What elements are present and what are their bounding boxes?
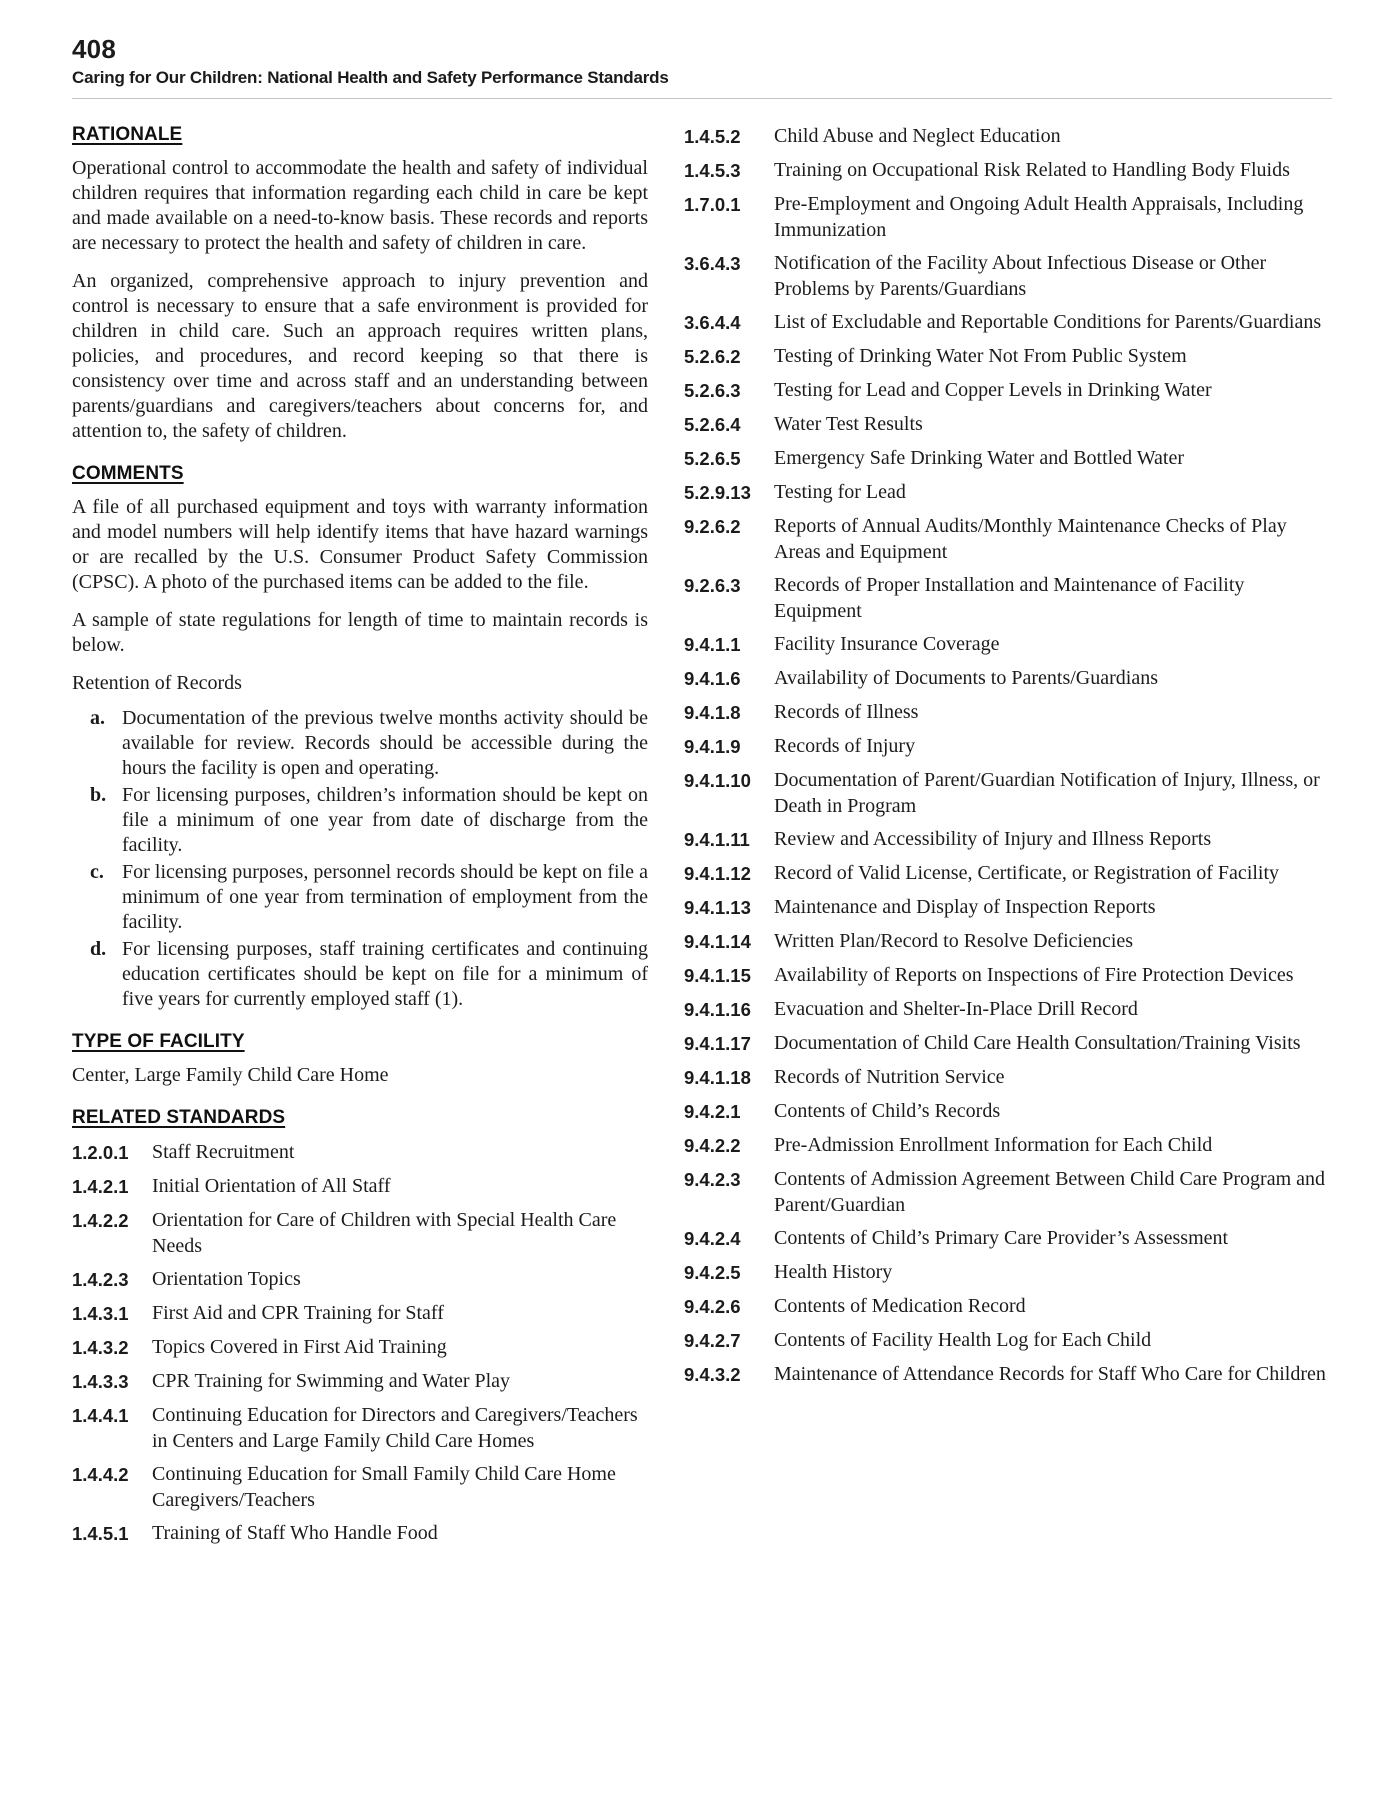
- standard-item: [684, 894, 1332, 921]
- standard-title: CPR Training for Swimming and Water Play: [152, 1370, 511, 1392]
- standard-number: 1.4.3.1: [72, 1303, 129, 1324]
- retention-list-item: [72, 860, 648, 935]
- standard-title: Reports of Annual Audits/Monthly Maintenance Checks of Play Areas and Equipment: [774, 515, 1287, 563]
- standard-title: Continuing Education for Directors and Caregivers/Teachers in Centers and Large Family Child Care Homes: [152, 1404, 638, 1452]
- standard-title: Contents of Admission Agreement Between Child Care Program and Parent/Guardian: [774, 1168, 1326, 1216]
- standard-number: 5.2.6.2: [684, 346, 741, 367]
- retention-list: [72, 706, 648, 1012]
- standard-number: 1.4.2.3: [72, 1269, 129, 1290]
- retention-item-text: Documentation of the previous twelve months activity should be available for review. Records should be accessible during the hours the facility is open and operating.: [122, 707, 648, 779]
- retention-list-item: [72, 783, 648, 858]
- standard-title: Documentation of Child Care Health Consultation/Training Visits: [774, 1032, 1301, 1054]
- standard-title: Testing for Lead and Copper Levels in Drinking Water: [774, 379, 1212, 401]
- comments-paragraph-1: A file of all purchased equipment and toys with warranty information and model numbers will help identify items that have hazard warnings or are recalled by the U.S. Consumer Product Safety Commission (CPSC). A photo of the purchased items can be added to the file.: [72, 496, 648, 593]
- page-number: 408: [72, 34, 116, 64]
- standard-title: Records of Injury: [774, 735, 916, 757]
- type-of-facility-text: Center, Large Family Child Care Home: [72, 1064, 389, 1086]
- standard-title: Topics Covered in First Aid Training: [152, 1336, 447, 1358]
- standard-item: [72, 1520, 648, 1547]
- standard-item: [684, 1098, 1332, 1125]
- standard-title: Health History: [774, 1261, 893, 1283]
- retention-item-text: For licensing purposes, children’s information should be kept on file a minimum of one year from date of discharge from the facility.: [122, 784, 648, 856]
- retention-list-item: [72, 937, 648, 1012]
- standard-number: 9.2.6.3: [684, 575, 741, 596]
- standard-item: [684, 665, 1332, 692]
- standard-title: Facility Insurance Coverage: [774, 633, 1000, 655]
- standard-item: [684, 572, 1332, 624]
- standard-number: 1.2.0.1: [72, 1142, 129, 1163]
- standard-number: 1.4.2.1: [72, 1176, 129, 1197]
- standard-number: 3.6.4.3: [684, 253, 741, 274]
- standard-number: 9.2.6.2: [684, 516, 741, 537]
- standard-title: Pre-Employment and Ongoing Adult Health Appraisals, Including Immunization: [774, 193, 1304, 241]
- comments-heading: COMMENTS: [72, 463, 184, 484]
- standard-item: [72, 1461, 648, 1513]
- standard-title: Maintenance of Attendance Records for Staff Who Care for Children: [774, 1363, 1326, 1385]
- page-header: [72, 34, 1332, 99]
- standard-item: [684, 928, 1332, 955]
- standard-number: 9.4.1.6: [684, 668, 741, 689]
- retention-item-marker: d.: [90, 938, 107, 960]
- standard-item: [684, 860, 1332, 887]
- standard-item: [684, 411, 1332, 438]
- rationale-paragraph-1: Operational control to accommodate the health and safety of individual children requires that information regarding each child in care be kept and made available on a need-to-know basis. These records and reports are necessary to protect the health and safety of children in care.: [72, 157, 648, 254]
- standard-item: [684, 343, 1332, 370]
- standard-title: Contents of Medication Record: [774, 1295, 1026, 1317]
- standard-number: 9.4.1.13: [684, 897, 751, 918]
- standard-title: Staff Recruitment: [152, 1141, 295, 1163]
- standard-item: [684, 1064, 1332, 1091]
- standard-title: Testing for Lead: [774, 481, 906, 503]
- standard-number: 9.4.1.14: [684, 931, 751, 952]
- standard-title: Training on Occupational Risk Related to Handling Body Fluids: [774, 159, 1290, 181]
- rationale-paragraph-2: An organized, comprehensive approach to injury prevention and control is necessary to ensure that a safe environment is provided for children in child care. Such an approach requires written plans, policies, and procedures, and record keeping so that there is consistency over time and across staff and an understanding between parents/guardians and caregivers/teachers about concerns for, and attention to, the safety of children.: [72, 270, 648, 442]
- standard-number: 9.4.1.15: [684, 965, 751, 986]
- related-standards-heading: RELATED STANDARDS: [72, 1107, 286, 1128]
- left-column: [72, 123, 648, 1554]
- standard-title: List of Excludable and Reportable Conditions for Parents/Guardians: [774, 311, 1322, 333]
- rationale-heading: RATIONALE: [72, 124, 183, 145]
- standard-title: Written Plan/Record to Resolve Deficiencies: [774, 930, 1134, 952]
- standard-item: [684, 250, 1332, 302]
- standard-number: 1.4.5.1: [72, 1523, 129, 1544]
- standard-title: Orientation for Care of Children with Special Health Care Needs: [152, 1209, 617, 1257]
- content-columns: [72, 123, 1332, 1554]
- standard-number: 5.2.6.4: [684, 414, 741, 435]
- related-standards-list-right: [684, 123, 1332, 1388]
- standard-title: Notification of the Facility About Infectious Disease or Other Problems by Parents/Guardians: [774, 252, 1267, 300]
- standard-number: 1.4.5.3: [684, 160, 741, 181]
- standard-item: [684, 1030, 1332, 1057]
- standard-title: Records of Nutrition Service: [774, 1066, 1005, 1088]
- right-column: [684, 123, 1332, 1554]
- standard-item: [684, 1293, 1332, 1320]
- comments-paragraph-2: A sample of state regulations for length of time to maintain records is below.: [72, 609, 648, 656]
- standard-number: 9.4.2.6: [684, 1296, 741, 1317]
- standard-title: Testing of Drinking Water Not From Public System: [774, 345, 1187, 367]
- standard-number: 5.2.9.13: [684, 482, 751, 503]
- standard-number: 1.4.3.2: [72, 1337, 129, 1358]
- standard-title: Pre-Admission Enrollment Information for Each Child: [774, 1134, 1213, 1156]
- standard-number: 3.6.4.4: [684, 312, 741, 333]
- standard-number: 9.4.1.17: [684, 1033, 751, 1054]
- standard-number: 5.2.6.3: [684, 380, 741, 401]
- standard-item: [72, 1173, 648, 1200]
- standard-item: [684, 962, 1332, 989]
- standard-item: [684, 631, 1332, 658]
- standard-item: [72, 1139, 648, 1166]
- standard-item: [684, 826, 1332, 853]
- book-title: Caring for Our Children: National Health and Safety Performance Standards: [72, 68, 669, 87]
- related-standards-list-left: [72, 1139, 648, 1547]
- standard-item: [684, 123, 1332, 150]
- standard-number: 9.4.1.18: [684, 1067, 751, 1088]
- standard-title: Contents of Facility Health Log for Each Child: [774, 1329, 1152, 1351]
- standard-item: [684, 767, 1332, 819]
- standard-item: [72, 1266, 648, 1293]
- retention-item-text: For licensing purposes, staff training certificates and continuing education certificates should be kept on file for a minimum of five years for currently employed staff (1).: [122, 938, 648, 1010]
- retention-item-marker: b.: [90, 784, 107, 806]
- standard-number: 1.4.4.1: [72, 1405, 129, 1426]
- standard-number: 1.4.5.2: [684, 126, 741, 147]
- standard-number: 9.4.1.1: [684, 634, 741, 655]
- standard-number: 9.4.2.4: [684, 1228, 741, 1249]
- standard-number: 9.4.1.16: [684, 999, 751, 1020]
- standard-number: 9.4.1.12: [684, 863, 751, 884]
- standard-title: Records of Proper Installation and Maintenance of Facility Equipment: [774, 574, 1245, 622]
- standard-number: 9.4.2.3: [684, 1169, 741, 1190]
- standard-item: [684, 996, 1332, 1023]
- standard-title: Water Test Results: [774, 413, 923, 435]
- standard-title: Availability of Documents to Parents/Guardians: [774, 667, 1158, 689]
- standard-title: Availability of Reports on Inspections of Fire Protection Devices: [774, 964, 1294, 986]
- standard-number: 9.4.2.2: [684, 1135, 741, 1156]
- standard-item: [684, 157, 1332, 184]
- standard-item: [684, 1327, 1332, 1354]
- standard-title: Emergency Safe Drinking Water and Bottled Water: [774, 447, 1184, 469]
- standard-title: Review and Accessibility of Injury and Illness Reports: [774, 828, 1212, 850]
- standard-number: 9.4.1.9: [684, 736, 741, 757]
- standard-item: [684, 1259, 1332, 1286]
- standard-number: 1.4.4.2: [72, 1464, 129, 1485]
- standard-title: Orientation Topics: [152, 1268, 301, 1290]
- standard-number: 9.4.2.1: [684, 1101, 741, 1122]
- standard-number: 9.4.1.8: [684, 702, 741, 723]
- standard-item: [684, 309, 1332, 336]
- retention-list-item: [72, 706, 648, 781]
- standard-title: Child Abuse and Neglect Education: [774, 125, 1061, 147]
- standard-title: Evacuation and Shelter-In-Place Drill Record: [774, 998, 1138, 1020]
- standard-item: [72, 1207, 648, 1259]
- retention-item-text: For licensing purposes, personnel records should be kept on file a minimum of one year from termination of employment from the facility.: [122, 861, 648, 933]
- standard-item: [684, 1132, 1332, 1159]
- standard-title: Record of Valid License, Certificate, or Registration of Facility: [774, 862, 1280, 884]
- standard-item: [684, 513, 1332, 565]
- standard-item: [72, 1368, 648, 1395]
- retention-item-marker: a.: [90, 707, 105, 729]
- standard-title: Contents of Child’s Records: [774, 1100, 1001, 1122]
- standard-item: [72, 1334, 648, 1361]
- standard-number: 1.4.3.3: [72, 1371, 129, 1392]
- standard-item: [72, 1300, 648, 1327]
- standard-item: [684, 479, 1332, 506]
- standard-title: Initial Orientation of All Staff: [152, 1175, 391, 1197]
- standard-title: Training of Staff Who Handle Food: [152, 1522, 438, 1544]
- type-of-facility-heading: TYPE OF FACILITY: [72, 1031, 245, 1052]
- standard-number: 9.4.1.10: [684, 770, 751, 791]
- standard-number: 9.4.3.2: [684, 1364, 741, 1385]
- standard-item: [684, 377, 1332, 404]
- standard-item: [684, 191, 1332, 243]
- retention-of-records-label: Retention of Records: [72, 672, 242, 694]
- standard-title: Documentation of Parent/Guardian Notification of Injury, Illness, or Death in Program: [774, 769, 1320, 817]
- standard-number: 9.4.2.7: [684, 1330, 741, 1351]
- standard-item: [684, 1225, 1332, 1252]
- standard-title: Contents of Child’s Primary Care Provider’s Assessment: [774, 1227, 1229, 1249]
- standard-item: [684, 699, 1332, 726]
- standard-item: [684, 445, 1332, 472]
- standard-item: [684, 1166, 1332, 1218]
- standard-title: Maintenance and Display of Inspection Reports: [774, 896, 1156, 918]
- standard-title: Continuing Education for Small Family Child Care Home Caregivers/Teachers: [152, 1463, 616, 1511]
- standard-number: 9.4.2.5: [684, 1262, 741, 1283]
- standard-title: Records of Illness: [774, 701, 919, 723]
- standard-item: [684, 1361, 1332, 1388]
- standard-number: 1.7.0.1: [684, 194, 741, 215]
- standard-item: [684, 733, 1332, 760]
- standard-number: 1.4.2.2: [72, 1210, 129, 1231]
- standard-number: 5.2.6.5: [684, 448, 741, 469]
- standard-number: 9.4.1.11: [684, 829, 750, 850]
- header-divider: [72, 98, 1332, 99]
- retention-item-marker: c.: [90, 861, 104, 883]
- standard-item: [72, 1402, 648, 1454]
- standard-title: First Aid and CPR Training for Staff: [152, 1302, 444, 1324]
